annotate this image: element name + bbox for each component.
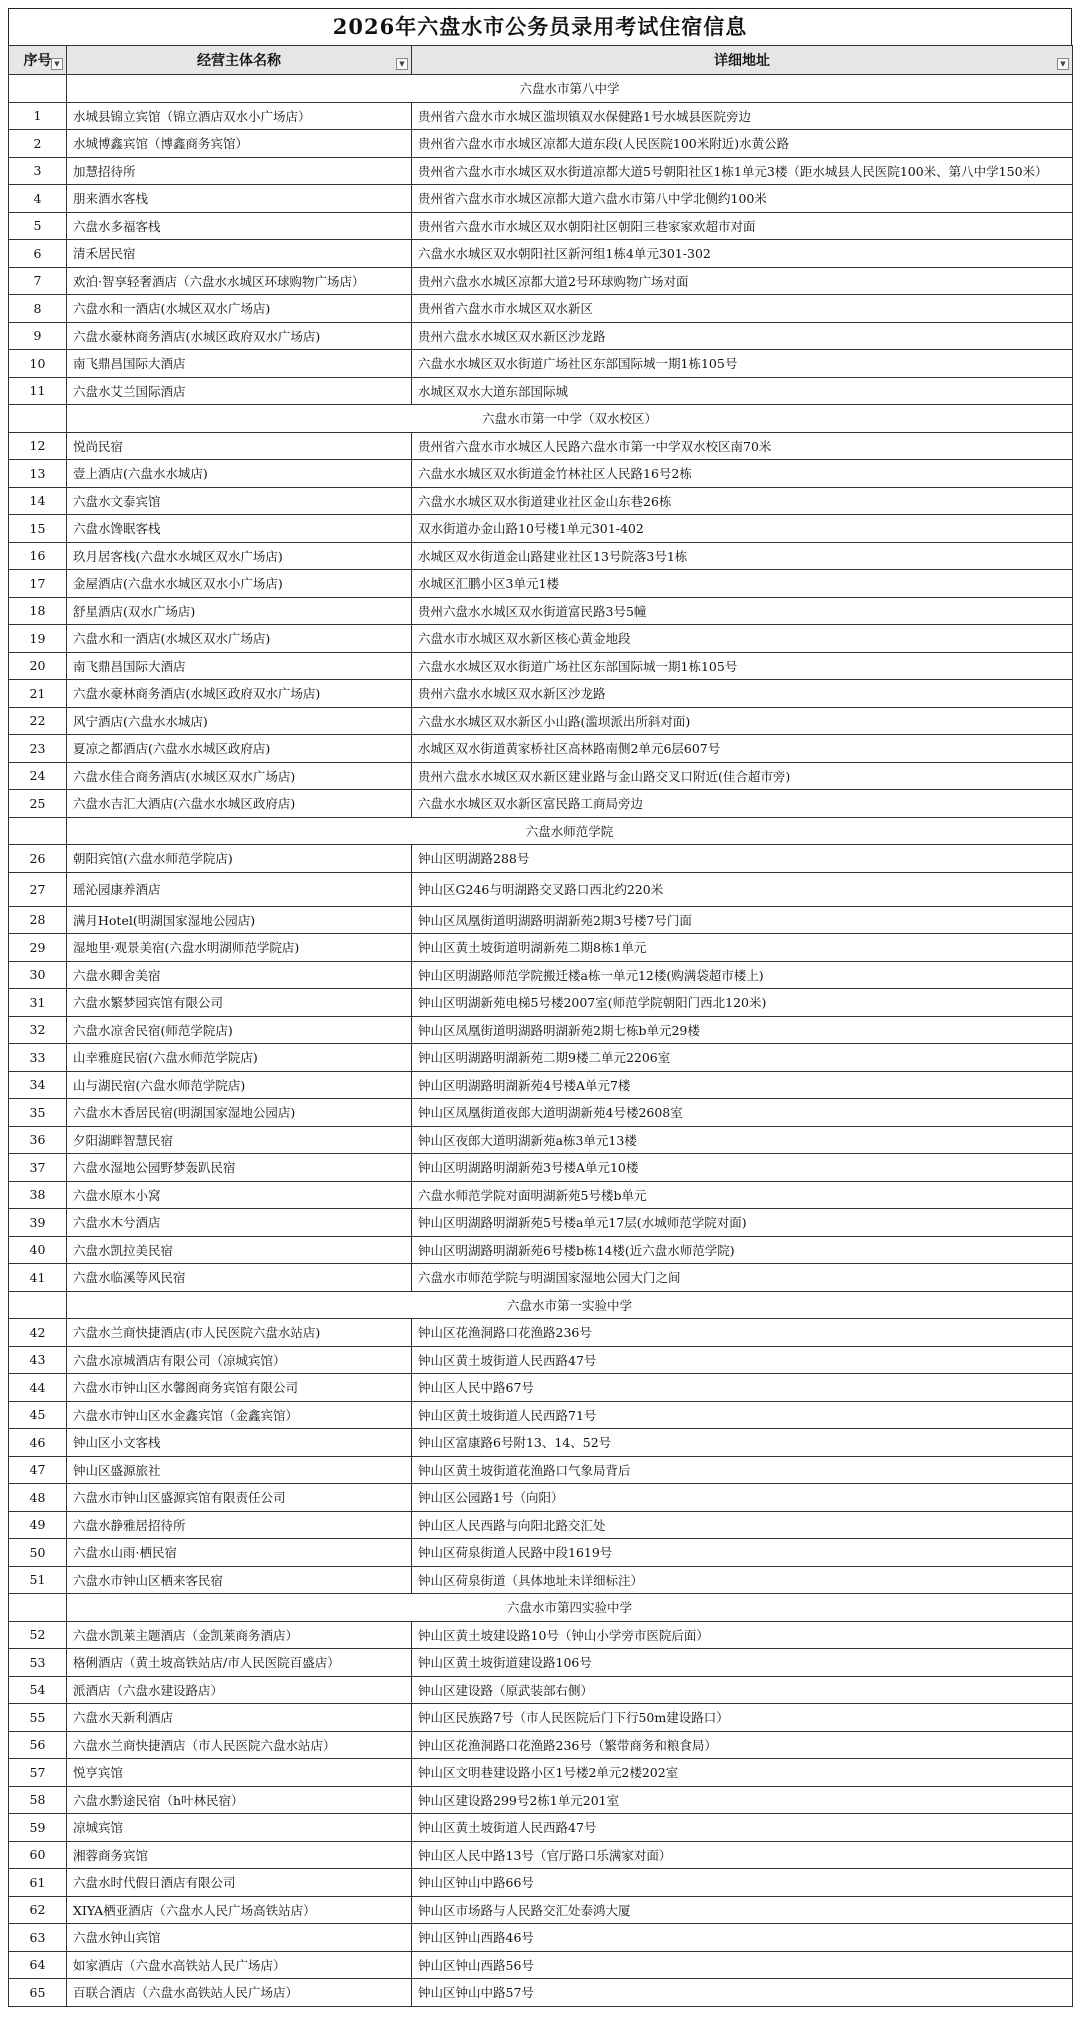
name-cell: 六盘水钟山宾馆 xyxy=(67,1924,412,1952)
table-row xyxy=(9,1401,1073,1429)
name-cell: 六盘水艾兰国际酒店 xyxy=(67,377,412,405)
name-cell: 水城博鑫宾馆（博鑫商务宾馆） xyxy=(67,130,412,158)
index-cell: 50 xyxy=(9,1539,67,1567)
name-cell: 南飞鼎昌国际大酒店 xyxy=(67,350,412,378)
table-row xyxy=(9,1924,1073,1952)
index-cell: 28 xyxy=(9,906,67,934)
index-cell: 2 xyxy=(9,130,67,158)
name-cell: 满月Hotel(明湖国家湿地公园店) xyxy=(67,906,412,934)
name-cell: 六盘水和一酒店(水城区双水广场店) xyxy=(67,625,412,653)
table-row xyxy=(9,130,1073,158)
address-cell: 钟山区建设路（原武装部右侧） xyxy=(412,1676,1073,1704)
table-row xyxy=(9,1676,1073,1704)
table-row xyxy=(9,1319,1073,1347)
table-row xyxy=(9,625,1073,653)
table-row xyxy=(9,1236,1073,1264)
name-cell: 南飞鼎昌国际大酒店 xyxy=(67,652,412,680)
header-index xyxy=(9,46,67,75)
index-cell: 5 xyxy=(9,212,67,240)
lodging-table xyxy=(8,45,1073,2007)
address-cell: 钟山区明湖路明湖新苑5号楼a单元17层(水城师范学院对面) xyxy=(412,1209,1073,1237)
index-cell: 13 xyxy=(9,460,67,488)
table-row xyxy=(9,102,1073,130)
index-cell: 30 xyxy=(9,961,67,989)
address-cell: 钟山区钟山中路66号 xyxy=(412,1869,1073,1897)
table-row xyxy=(9,1814,1073,1842)
name-cell: 欢泊·智享轻奢酒店（六盘水水城区环球购物广场店） xyxy=(67,267,412,295)
address-cell: 双水街道办金山路10号楼1单元301-402 xyxy=(412,515,1073,543)
address-cell: 钟山区人民西路与向阳北路交汇处 xyxy=(412,1511,1073,1539)
index-cell: 54 xyxy=(9,1676,67,1704)
table-row xyxy=(9,322,1073,350)
index-cell: 31 xyxy=(9,989,67,1017)
address-cell: 贵州省六盘水市水城区人民路六盘水市第一中学双水校区南70米 xyxy=(412,432,1073,460)
index-cell: 33 xyxy=(9,1044,67,1072)
table-row xyxy=(9,790,1073,818)
name-cell: 金屋酒店(六盘水水城区双水小广场店) xyxy=(67,570,412,598)
name-cell: 朝阳宾馆(六盘水师范学院店) xyxy=(67,845,412,873)
index-cell: 15 xyxy=(9,515,67,543)
table-row xyxy=(9,1979,1073,2007)
index-cell: 19 xyxy=(9,625,67,653)
section-blank-cell xyxy=(9,405,67,433)
name-cell: 如家酒店（六盘水高铁站人民广场店） xyxy=(67,1951,412,1979)
address-cell: 钟山区花渔洞路口花渔路236号（繁带商务和粮食局） xyxy=(412,1731,1073,1759)
name-cell: 山与湖民宿(六盘水师范学院店) xyxy=(67,1071,412,1099)
index-cell: 20 xyxy=(9,652,67,680)
name-cell: 夏凉之都酒店(六盘水水城区政府店) xyxy=(67,735,412,763)
index-cell: 29 xyxy=(9,934,67,962)
index-cell: 1 xyxy=(9,102,67,130)
index-cell: 18 xyxy=(9,597,67,625)
address-cell: 水城区汇鹏小区3单元1楼 xyxy=(412,570,1073,598)
table-row xyxy=(9,1264,1073,1292)
table-row xyxy=(9,1456,1073,1484)
header-address xyxy=(412,46,1073,75)
address-cell: 钟山区黄土坡街道人民西路71号 xyxy=(412,1401,1073,1429)
index-cell: 3 xyxy=(9,157,67,185)
index-cell: 42 xyxy=(9,1319,67,1347)
name-cell: 六盘水山雨·栖民宿 xyxy=(67,1539,412,1567)
address-cell: 贵州六盘水水城区双水新区沙龙路 xyxy=(412,680,1073,708)
table-row xyxy=(9,295,1073,323)
table-row xyxy=(9,735,1073,763)
address-cell: 钟山区明湖路明湖新苑3号楼A单元10楼 xyxy=(412,1154,1073,1182)
index-cell: 41 xyxy=(9,1264,67,1292)
name-cell: 六盘水凯莱主题酒店（金凯莱商务酒店） xyxy=(67,1621,412,1649)
address-cell: 贵州六盘水水城区双水新区建业路与金山路交叉口附近(佳合超市旁) xyxy=(412,762,1073,790)
name-cell: 六盘水文泰宾馆 xyxy=(67,487,412,515)
name-cell: 六盘水兰商快捷酒店（市人民医院六盘水站店） xyxy=(67,1731,412,1759)
table-row xyxy=(9,1621,1073,1649)
address-cell: 水城区双水街道黄家桥社区高林路南侧2单元6层607号 xyxy=(412,735,1073,763)
address-cell: 钟山区凤凰街道夜郎大道明湖新苑4号楼2608室 xyxy=(412,1099,1073,1127)
index-cell: 63 xyxy=(9,1924,67,1952)
table-row xyxy=(9,1731,1073,1759)
name-cell: 钟山区盛源旅社 xyxy=(67,1456,412,1484)
index-cell: 52 xyxy=(9,1621,67,1649)
address-cell: 贵州六盘水水城区双水街道富民路3号5幢 xyxy=(412,597,1073,625)
name-cell: 六盘水佳合商务酒店(水城区双水广场店) xyxy=(67,762,412,790)
table-body xyxy=(9,75,1073,2007)
address-cell: 钟山区建设路299号2栋1单元201室 xyxy=(412,1786,1073,1814)
section-title: 六盘水师范学院 xyxy=(67,817,1073,845)
section-title: 六盘水市第一中学（双水校区） xyxy=(67,405,1073,433)
index-cell: 37 xyxy=(9,1154,67,1182)
table-row xyxy=(9,1099,1073,1127)
address-cell: 钟山区钟山西路56号 xyxy=(412,1951,1073,1979)
table-row xyxy=(9,1869,1073,1897)
index-cell: 22 xyxy=(9,707,67,735)
header-index-label: 序号 xyxy=(23,53,52,69)
index-cell: 38 xyxy=(9,1181,67,1209)
address-cell: 贵州省六盘水市水城区凉都大道东段(人民医院100米附近)水黄公路 xyxy=(412,130,1073,158)
name-cell: 六盘水市钟山区水金鑫宾馆（金鑫宾馆） xyxy=(67,1401,412,1429)
section-row xyxy=(9,405,1073,433)
name-cell: 六盘水黔途民宿（h叶林民宿） xyxy=(67,1786,412,1814)
address-cell: 钟山区明湖路明湖新苑二期9楼二单元2206室 xyxy=(412,1044,1073,1072)
address-cell: 贵州六盘水水城区双水新区沙龙路 xyxy=(412,322,1073,350)
name-cell: 派酒店（六盘水建设路店） xyxy=(67,1676,412,1704)
table-row xyxy=(9,487,1073,515)
address-cell: 六盘水水城区双水街道金竹林社区人民路16号2栋 xyxy=(412,460,1073,488)
address-cell: 钟山区黄土坡街道明湖新苑二期8栋1单元 xyxy=(412,934,1073,962)
table-row xyxy=(9,597,1073,625)
address-cell: 钟山区文明巷建设路小区1号楼2单元2楼202室 xyxy=(412,1759,1073,1787)
address-cell: 贵州省六盘水市水城区双水朝阳社区朝阳三巷家家欢超市对面 xyxy=(412,212,1073,240)
table-row xyxy=(9,1704,1073,1732)
table-row xyxy=(9,542,1073,570)
address-cell: 钟山区黄土坡街道人民西路47号 xyxy=(412,1814,1073,1842)
table-row xyxy=(9,1649,1073,1677)
name-cell: 瑶沁园康养酒店 xyxy=(67,872,412,906)
address-cell: 钟山区民族路7号（市人民医院后门下行50m建设路口） xyxy=(412,1704,1073,1732)
address-cell: 钟山区夜郎大道明湖新苑a栋3单元13楼 xyxy=(412,1126,1073,1154)
table-row xyxy=(9,460,1073,488)
table-row xyxy=(9,1071,1073,1099)
index-cell: 23 xyxy=(9,735,67,763)
table-row xyxy=(9,1951,1073,1979)
table-row xyxy=(9,989,1073,1017)
index-cell: 12 xyxy=(9,432,67,460)
name-cell: 湿地里·观景美宿(六盘水明湖师范学院店) xyxy=(67,934,412,962)
index-cell: 47 xyxy=(9,1456,67,1484)
index-cell: 11 xyxy=(9,377,67,405)
index-cell: 44 xyxy=(9,1374,67,1402)
section-blank-cell xyxy=(9,1291,67,1319)
name-cell: 六盘水天新利酒店 xyxy=(67,1704,412,1732)
table-row xyxy=(9,570,1073,598)
table-row xyxy=(9,1209,1073,1237)
header-address-label: 详细地址 xyxy=(714,53,770,69)
table-row xyxy=(9,680,1073,708)
index-cell: 32 xyxy=(9,1016,67,1044)
table-row xyxy=(9,1484,1073,1512)
address-cell: 钟山区黄土坡街道建设路106号 xyxy=(412,1649,1073,1677)
name-cell: 六盘水凉舍民宿(师范学院店) xyxy=(67,1016,412,1044)
address-cell: 贵州六盘水水城区凉都大道2号环球购物广场对面 xyxy=(412,267,1073,295)
index-cell: 40 xyxy=(9,1236,67,1264)
table-row xyxy=(9,652,1073,680)
address-cell: 六盘水水城区双水新区小山路(滥坝派出所斜对面) xyxy=(412,707,1073,735)
name-cell: 六盘水凉城酒店有限公司（凉城宾馆） xyxy=(67,1346,412,1374)
table-row xyxy=(9,934,1073,962)
name-cell: 悦亨宾馆 xyxy=(67,1759,412,1787)
section-row xyxy=(9,1291,1073,1319)
address-cell: 钟山区凤凰街道明湖路明湖新苑2期3号楼7号门面 xyxy=(412,906,1073,934)
index-cell: 7 xyxy=(9,267,67,295)
address-cell: 钟山区荷泉街道人民路中段1619号 xyxy=(412,1539,1073,1567)
index-cell: 59 xyxy=(9,1814,67,1842)
index-cell: 43 xyxy=(9,1346,67,1374)
table-row xyxy=(9,1786,1073,1814)
address-cell: 六盘水师范学院对面明湖新苑5号楼b单元 xyxy=(412,1181,1073,1209)
address-cell: 贵州省六盘水市水城区凉都大道六盘水市第八中学北侧约100米 xyxy=(412,185,1073,213)
name-cell: 六盘水市钟山区栖来客民宿 xyxy=(67,1566,412,1594)
header-row xyxy=(9,46,1073,75)
address-cell: 钟山区荷泉街道（具体地址未详细标注） xyxy=(412,1566,1073,1594)
name-cell: 舒星酒店(双水广场店) xyxy=(67,597,412,625)
name-cell: 山幸雅庭民宿(六盘水师范学院店) xyxy=(67,1044,412,1072)
table-row xyxy=(9,212,1073,240)
address-cell: 水城区双水大道东部国际城 xyxy=(412,377,1073,405)
address-cell: 钟山区凤凰街道明湖路明湖新苑2期七栋b单元29楼 xyxy=(412,1016,1073,1044)
index-cell: 10 xyxy=(9,350,67,378)
address-cell: 六盘水市水城区双水新区核心黄金地段 xyxy=(412,625,1073,653)
section-blank-cell xyxy=(9,817,67,845)
index-cell: 17 xyxy=(9,570,67,598)
name-cell: 壹上酒店(六盘水水城店) xyxy=(67,460,412,488)
section-blank-cell xyxy=(9,1594,67,1622)
address-cell: 钟山区明湖路师范学院搬迁楼a栋一单元12楼(购满袋超市楼上) xyxy=(412,961,1073,989)
address-cell: 钟山区富康路6号附13、14、52号 xyxy=(412,1429,1073,1457)
address-cell: 水城区双水街道金山路建业社区13号院落3号1栋 xyxy=(412,542,1073,570)
name-cell: 六盘水木香居民宿(明湖国家湿地公园店) xyxy=(67,1099,412,1127)
filter-dropdown-icon[interactable]: ▼ xyxy=(1057,58,1069,70)
index-cell: 6 xyxy=(9,240,67,268)
name-cell: 百联合酒店（六盘水高铁站人民广场店） xyxy=(67,1979,412,2007)
address-cell: 钟山区黄土坡街道人民西路47号 xyxy=(412,1346,1073,1374)
name-cell: 玖月居客栈(六盘水水城区双水广场店) xyxy=(67,542,412,570)
index-cell: 8 xyxy=(9,295,67,323)
table-row xyxy=(9,515,1073,543)
filter-dropdown-icon[interactable]: ▼ xyxy=(396,58,408,70)
name-cell: 格俐酒店（黄土坡高铁站店/市人民医院百盛店） xyxy=(67,1649,412,1677)
index-cell: 46 xyxy=(9,1429,67,1457)
index-cell: 53 xyxy=(9,1649,67,1677)
page-title: 2026年六盘水市公务员录用考试住宿信息 xyxy=(8,8,1072,45)
index-cell: 61 xyxy=(9,1869,67,1897)
address-cell: 贵州省六盘水市水城区滥坝镇双水保健路1号水城县医院旁边 xyxy=(412,102,1073,130)
table-row xyxy=(9,350,1073,378)
name-cell: 六盘水多福客栈 xyxy=(67,212,412,240)
table-row xyxy=(9,1896,1073,1924)
name-cell: 湘蓉商务宾馆 xyxy=(67,1841,412,1869)
table-row xyxy=(9,185,1073,213)
name-cell: 六盘水市钟山区水馨阁商务宾馆有限公司 xyxy=(67,1374,412,1402)
address-cell: 六盘水水城区双水新区富民路工商局旁边 xyxy=(412,790,1073,818)
index-cell: 60 xyxy=(9,1841,67,1869)
address-cell: 钟山区人民中路67号 xyxy=(412,1374,1073,1402)
table-row xyxy=(9,1539,1073,1567)
table-row xyxy=(9,267,1073,295)
name-cell: 六盘水和一酒店(水城区双水广场店) xyxy=(67,295,412,323)
name-cell: 朋来酒水客栈 xyxy=(67,185,412,213)
table-row xyxy=(9,872,1073,906)
address-cell: 钟山区明湖新苑电梯5号楼2007室(师范学院朝阳门西北120米) xyxy=(412,989,1073,1017)
table-row xyxy=(9,1346,1073,1374)
table-row xyxy=(9,1044,1073,1072)
index-cell: 64 xyxy=(9,1951,67,1979)
address-cell: 钟山区人民中路13号（官厅路口乐满家对面） xyxy=(412,1841,1073,1869)
name-cell: 六盘水兰商快捷酒店(市人民医院六盘水站店) xyxy=(67,1319,412,1347)
address-cell: 钟山区明湖路明湖新苑4号楼A单元7楼 xyxy=(412,1071,1073,1099)
name-cell: 六盘水豪林商务酒店(水城区政府双水广场店) xyxy=(67,680,412,708)
name-cell: 悦尚民宿 xyxy=(67,432,412,460)
address-cell: 钟山区钟山中路57号 xyxy=(412,1979,1073,2007)
table-row xyxy=(9,1841,1073,1869)
address-cell: 钟山区市场路与人民路交汇处泰鸿大厦 xyxy=(412,1896,1073,1924)
name-cell: 六盘水市钟山区盛源宾馆有限责任公司 xyxy=(67,1484,412,1512)
index-cell: 25 xyxy=(9,790,67,818)
table-row xyxy=(9,377,1073,405)
table-row xyxy=(9,1429,1073,1457)
address-cell: 钟山区明湖路288号 xyxy=(412,845,1073,873)
name-cell: 水城县锦立宾馆（锦立酒店双水小广场店） xyxy=(67,102,412,130)
name-cell: XIYA栖亚酒店（六盘水人民广场高铁站店） xyxy=(67,1896,412,1924)
index-cell: 34 xyxy=(9,1071,67,1099)
address-cell: 钟山区G246与明湖路交叉路口西北约220米 xyxy=(412,872,1073,906)
spreadsheet xyxy=(8,8,1072,2007)
address-cell: 钟山区花渔洞路口花渔路236号 xyxy=(412,1319,1073,1347)
index-cell: 24 xyxy=(9,762,67,790)
index-cell: 26 xyxy=(9,845,67,873)
table-row xyxy=(9,157,1073,185)
address-cell: 钟山区黄土坡街道花渔路口气象局背后 xyxy=(412,1456,1073,1484)
table-row xyxy=(9,1566,1073,1594)
index-cell: 56 xyxy=(9,1731,67,1759)
address-cell: 六盘水水城区双水街道建业社区金山东巷26栋 xyxy=(412,487,1073,515)
section-title: 六盘水市第八中学 xyxy=(67,75,1073,103)
section-row xyxy=(9,75,1073,103)
table-row xyxy=(9,1759,1073,1787)
table-row xyxy=(9,1126,1073,1154)
name-cell: 六盘水凯拉美民宿 xyxy=(67,1236,412,1264)
address-cell: 六盘水市师范学院与明湖国家湿地公园大门之间 xyxy=(412,1264,1073,1292)
index-cell: 55 xyxy=(9,1704,67,1732)
address-cell: 六盘水水城区双水朝阳社区新河组1栋4单元301-302 xyxy=(412,240,1073,268)
address-cell: 钟山区明湖路明湖新苑6号楼b栋14楼(近六盘水师范学院) xyxy=(412,1236,1073,1264)
index-cell: 16 xyxy=(9,542,67,570)
table-row xyxy=(9,240,1073,268)
table-row xyxy=(9,1374,1073,1402)
table-row xyxy=(9,1511,1073,1539)
table-row xyxy=(9,961,1073,989)
index-cell: 39 xyxy=(9,1209,67,1237)
address-cell: 贵州省六盘水市水城区双水街道凉都大道5号朝阳社区1栋1单元3楼（距水城县人民医院100米、第八中学150米） xyxy=(412,157,1073,185)
section-blank-cell xyxy=(9,75,67,103)
table-row xyxy=(9,762,1073,790)
name-cell: 六盘水繁梦园宾馆有限公司 xyxy=(67,989,412,1017)
section-row xyxy=(9,817,1073,845)
index-cell: 65 xyxy=(9,1979,67,2007)
index-cell: 62 xyxy=(9,1896,67,1924)
name-cell: 凉城宾馆 xyxy=(67,1814,412,1842)
table-row xyxy=(9,1154,1073,1182)
table-row xyxy=(9,845,1073,873)
name-cell: 六盘水豪林商务酒店(水城区政府双水广场店) xyxy=(67,322,412,350)
index-cell: 36 xyxy=(9,1126,67,1154)
index-cell: 45 xyxy=(9,1401,67,1429)
address-cell: 钟山区钟山西路46号 xyxy=(412,1924,1073,1952)
address-cell: 钟山区公园路1号（向阳） xyxy=(412,1484,1073,1512)
name-cell: 六盘水木兮酒店 xyxy=(67,1209,412,1237)
section-title: 六盘水市第一实验中学 xyxy=(67,1291,1073,1319)
section-row xyxy=(9,1594,1073,1622)
name-cell: 六盘水卿舍美宿 xyxy=(67,961,412,989)
index-cell: 4 xyxy=(9,185,67,213)
address-cell: 六盘水水城区双水街道广场社区东部国际城一期1栋105号 xyxy=(412,652,1073,680)
name-cell: 六盘水湿地公园野梦轰趴民宿 xyxy=(67,1154,412,1182)
name-cell: 清禾居民宿 xyxy=(67,240,412,268)
name-cell: 加慧招待所 xyxy=(67,157,412,185)
name-cell: 六盘水静雅居招待所 xyxy=(67,1511,412,1539)
table-row xyxy=(9,906,1073,934)
index-cell: 27 xyxy=(9,872,67,906)
index-cell: 58 xyxy=(9,1786,67,1814)
index-cell: 35 xyxy=(9,1099,67,1127)
header-name-label: 经营主体名称 xyxy=(197,53,281,69)
name-cell: 夕阳湖畔智慧民宿 xyxy=(67,1126,412,1154)
name-cell: 六盘水时代假日酒店有限公司 xyxy=(67,1869,412,1897)
index-cell: 49 xyxy=(9,1511,67,1539)
table-row xyxy=(9,707,1073,735)
name-cell: 六盘水原木小窝 xyxy=(67,1181,412,1209)
index-cell: 51 xyxy=(9,1566,67,1594)
name-cell: 六盘水临溪等风民宿 xyxy=(67,1264,412,1292)
name-cell: 六盘水馋眠客栈 xyxy=(67,515,412,543)
name-cell: 六盘水吉汇大酒店(六盘水水城区政府店) xyxy=(67,790,412,818)
index-cell: 57 xyxy=(9,1759,67,1787)
name-cell: 钟山区小文客栈 xyxy=(67,1429,412,1457)
table-row xyxy=(9,1181,1073,1209)
index-cell: 14 xyxy=(9,487,67,515)
table-row xyxy=(9,1016,1073,1044)
section-title: 六盘水市第四实验中学 xyxy=(67,1594,1073,1622)
filter-dropdown-icon[interactable]: ▼ xyxy=(51,58,63,70)
index-cell: 48 xyxy=(9,1484,67,1512)
name-cell: 风宁酒店(六盘水水城店) xyxy=(67,707,412,735)
address-cell: 贵州省六盘水市水城区双水新区 xyxy=(412,295,1073,323)
index-cell: 21 xyxy=(9,680,67,708)
address-cell: 六盘水水城区双水街道广场社区东部国际城一期1栋105号 xyxy=(412,350,1073,378)
header-name xyxy=(67,46,412,75)
index-cell: 9 xyxy=(9,322,67,350)
table-row xyxy=(9,432,1073,460)
address-cell: 钟山区黄土坡建设路10号（钟山小学旁市医院后面） xyxy=(412,1621,1073,1649)
